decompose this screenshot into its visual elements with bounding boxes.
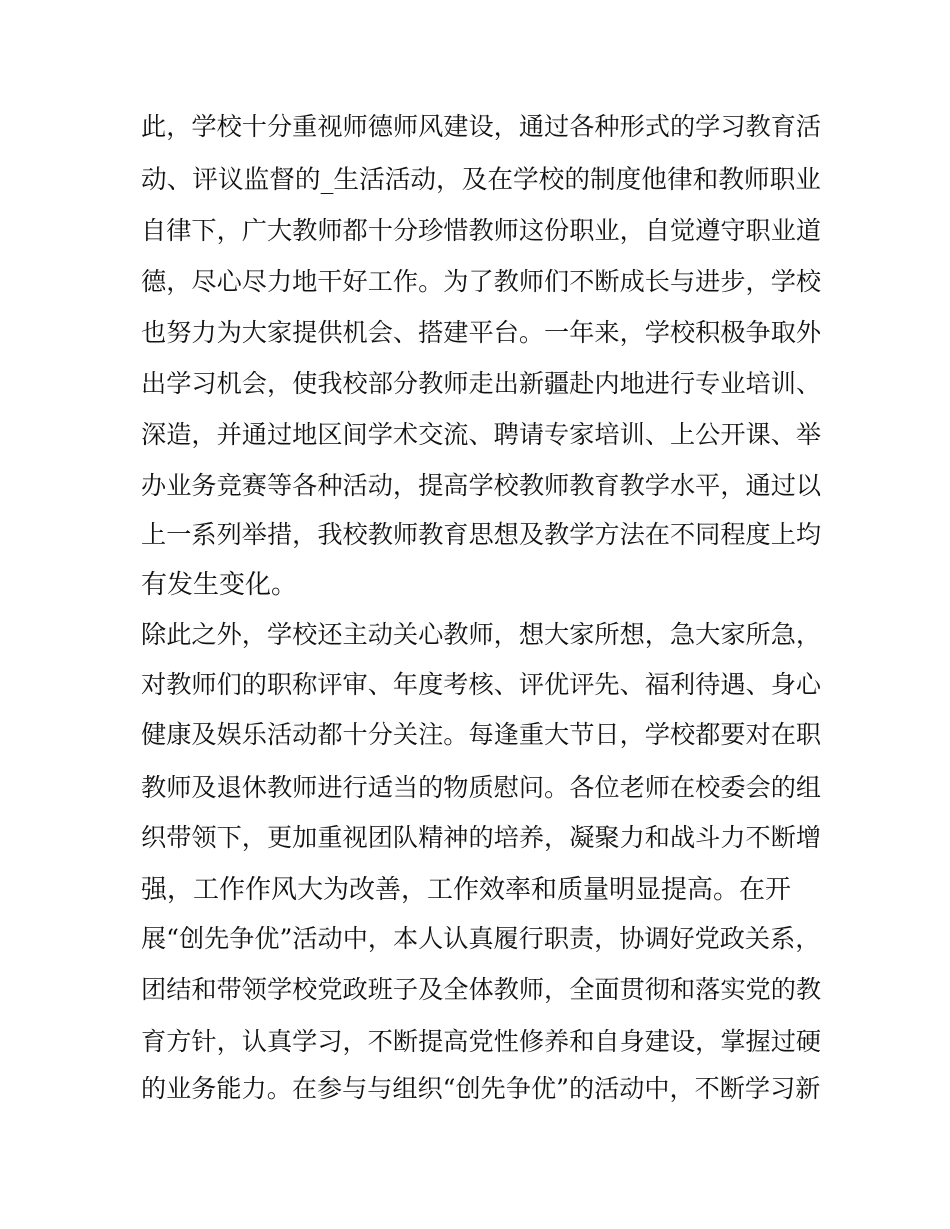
text-line-17: 展“创先争优”活动中，本人认真履行职责，协调好党政关系， [141, 924, 821, 953]
text-line-14: 教师及退休教师进行适当的物质慰问。各位老师在校委会的组 [141, 773, 822, 802]
text-line-18: 团结和带领学校党政班子及全体教师，全面贯彻和落实党的教 [141, 975, 822, 1004]
text-line-8: 办业务竞赛等各种活动，提高学校教师教育教学水平，通过以 [141, 471, 822, 500]
text-line-13: 健康及娱乐活动都十分关注。每逢重大节日，学校都要对在职 [141, 720, 822, 749]
text-line-9: 上一系列举措，我校教师教育思想及教学方法在不同程度上均 [141, 520, 822, 549]
text-line-2: 动、评议监督的_生活活动，及在学校的制度他律和教师职业 [141, 165, 821, 195]
text-line-12: 对教师们的职称评审、年度考核、评优评先、福利待遇、身心 [141, 670, 822, 699]
text-line-7: 深造，并通过地区间学术交流、聘请专家培训、上公开课、举 [141, 420, 822, 449]
text-line-11: 除此之外，学校还主动关心教师，想大家所想，急大家所急， [141, 620, 822, 649]
text-line-5: 也努力为大家提供机会、搭建平台。一年来，学校积极争取外 [141, 318, 822, 347]
text-line-19: 育方针，认真学习，不断提高党性修养和自身建设，掌握过硬 [141, 1027, 822, 1056]
text-line-6: 出学习机会，使我校部分教师走出新疆赴内地进行专业培训、 [141, 369, 822, 398]
text-line-4: 德，尽心尽力地干好工作。为了教师们不断成长与进步，学校 [141, 267, 822, 296]
text-line-3: 自律下，广大教师都十分珍惜教师这份职业，自觉遵守职业道 [141, 216, 822, 245]
text-line-20: 的业务能力。在参与与组织“创先争优”的活动中，不断学习新 [141, 1074, 821, 1103]
text-line-1: 此，学校十分重视师德师风建设，通过各种形式的学习教育活 [141, 112, 822, 141]
text-line-15: 织带领下，更加重视团队精神的培养，凝聚力和战斗力不断增 [141, 823, 822, 852]
text-line-16: 强，工作作风大为改善，工作效率和质量明显提高。在开 [141, 875, 792, 905]
text-line-10: 有发生变化。 [141, 570, 298, 600]
